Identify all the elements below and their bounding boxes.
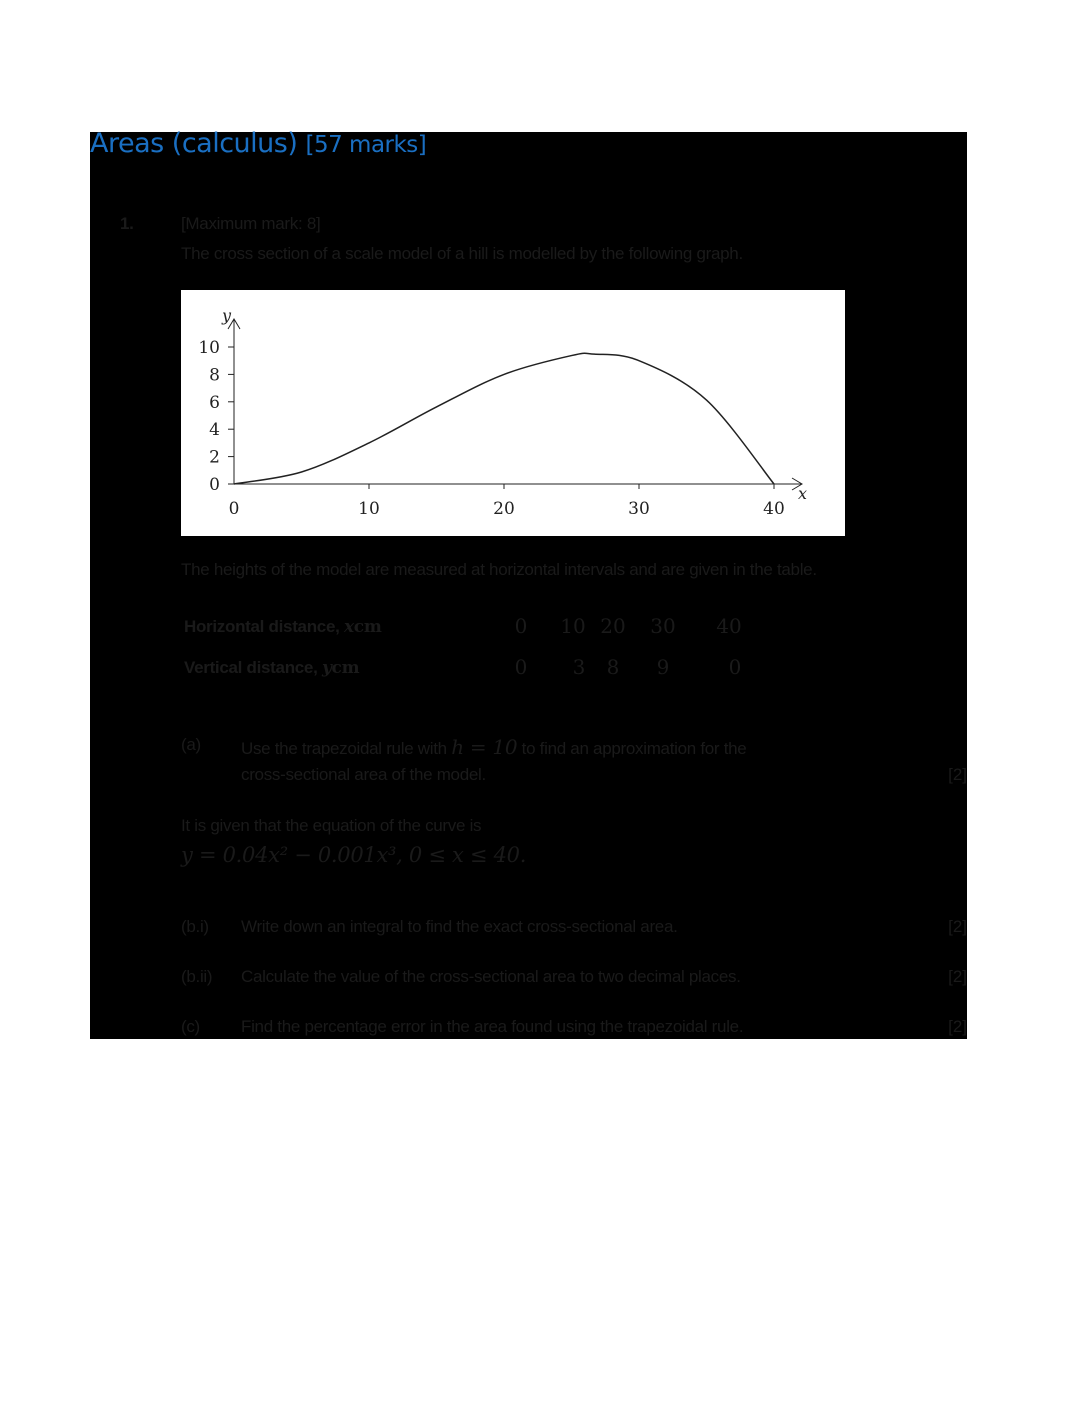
y-tick-label: 8	[209, 365, 220, 386]
table-cell-x-2: 20	[600, 614, 626, 638]
part-a-text: Use the trapezoidal rule with h = 10 to find an approximation for the	[241, 735, 747, 759]
part-bii-label: (b.ii)	[181, 967, 213, 986]
table-cell-y-0: 0	[514, 655, 528, 679]
x-tick-label: 30	[628, 499, 650, 519]
x-tick-label: 40	[763, 499, 785, 519]
max-mark: [Maximum mark: 8]	[181, 214, 321, 233]
hill-chart-svg	[181, 290, 845, 536]
part-a-text-cont: cross-sectional area of the model.	[241, 765, 486, 784]
y-tick-label: 10	[198, 338, 220, 358]
table-cell-x-0: 0	[514, 614, 528, 638]
given-text: It is given that the equation of the curve is	[181, 816, 482, 835]
chart-axes	[221, 306, 807, 503]
table-cell-y-3: 9	[656, 655, 670, 679]
hill-curve	[234, 353, 774, 484]
x-tick-label: 10	[358, 499, 380, 519]
title-text: Areas (calculus)	[90, 128, 298, 159]
x-tick-label: 20	[493, 499, 515, 519]
curve-equation: y = 0.04x² − 0.001x³, 0 ≤ x ≤ 40.	[181, 843, 527, 867]
total-marks: [57 marks]	[305, 132, 427, 158]
question-panel	[90, 132, 967, 1039]
row-horizontal-label: Horizontal distance, xcm	[184, 617, 382, 637]
hill-graph	[181, 290, 845, 536]
table-cell-y-4: 0	[728, 655, 742, 679]
table-cell-y-1: 3	[572, 655, 586, 679]
chart-ticks	[198, 338, 784, 519]
question-number: 1.	[120, 214, 134, 233]
part-c-text: Find the percentage error in the area found using the trapezoidal rule.	[241, 1017, 744, 1036]
y-axis-label: y	[222, 306, 232, 325]
part-bi-text: Write down an integral to find the exact cross-sectional area.	[241, 917, 678, 936]
x-tick-label: 0	[228, 499, 240, 519]
part-bii-marks: [2]	[948, 967, 967, 986]
part-bii-text: Calculate the value of the cross-sectional area to two decimal places.	[241, 967, 741, 986]
y-tick-label: 6	[209, 392, 220, 413]
part-a-label: (a)	[181, 735, 201, 754]
table-cell-x-3: 30	[650, 614, 676, 638]
table-cell-x-4: 40	[716, 614, 742, 638]
table-cell-x-1: 10	[560, 614, 586, 638]
part-c-marks: [2]	[948, 1017, 967, 1036]
row-vertical-label: Vertical distance, ycm	[184, 658, 360, 678]
page-title	[90, 128, 426, 159]
table-intro: The heights of the model are measured at horizontal intervals and are given in the table.	[181, 560, 817, 579]
x-axis-label: x	[798, 484, 808, 503]
table-cell-y-2: 8	[606, 655, 620, 679]
part-a-marks: [2]	[948, 765, 967, 784]
question-intro: The cross section of a scale model of a hill is modelled by the following graph.	[181, 244, 743, 263]
part-bi-marks: [2]	[948, 917, 967, 936]
y-tick-label: 4	[209, 420, 220, 441]
y-tick-label: 0	[209, 475, 220, 495]
part-bi-label: (b.i)	[181, 917, 209, 936]
y-tick-label: 2	[209, 447, 220, 468]
part-c-label: (c)	[181, 1017, 200, 1036]
